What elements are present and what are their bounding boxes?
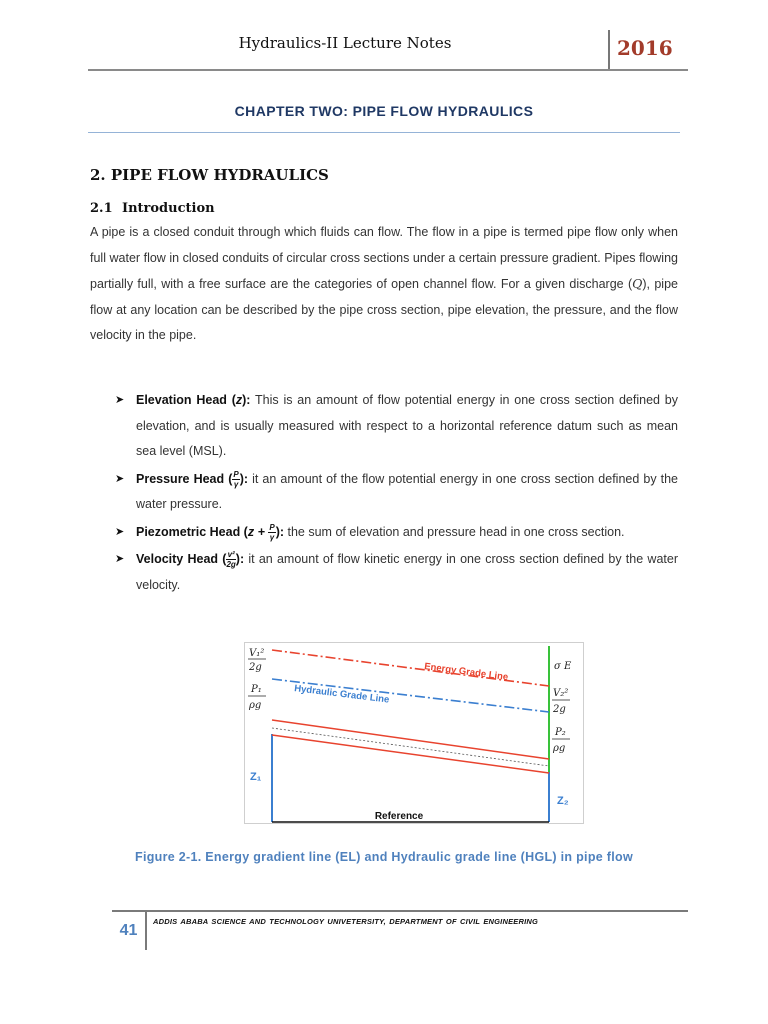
arrow-bullet-icon: ➤ <box>115 525 125 538</box>
section-heading: 2. PIPE FLOW HYDRAULICS <box>90 166 329 184</box>
arrow-bullet-icon: ➤ <box>115 394 125 406</box>
v1-label: V₁² <box>249 648 265 659</box>
list-item <box>115 388 678 465</box>
pipe-flow-figure <box>244 642 584 824</box>
footer-institution: ADDIS ABABA SCIENCE AND TECHNOLOGY UNIVETERSITY, DEPARTMENT OF CIVIL ENGINEERING <box>153 917 539 926</box>
fraction: $\frac{\text{v²}}{2g}$ <box>226 550 236 570</box>
subsection-number: 2.1 <box>90 201 113 216</box>
fraction: $\frac{P}{\gamma}$ <box>269 522 275 542</box>
pipe-top <box>272 720 549 759</box>
header-title: Hydraulics-II Lecture Notes <box>238 34 452 52</box>
footer-rule <box>112 910 688 912</box>
intro-text-2: ), pipe flow at any location can be described by the pipe cross section, pipe elevation, the pressure, and the flow velocity in the pipe. <box>90 277 678 342</box>
chapter-rule <box>88 132 680 133</box>
egl-label: Energy Grade Line <box>423 661 509 684</box>
list-item <box>115 520 678 546</box>
subsection-heading <box>90 201 215 216</box>
bullet-label: Piezometric Head (z + $\frac{P}{\gamma}$ ): <box>136 522 285 542</box>
intro-var-q: Q <box>632 276 643 291</box>
v2-denominator: 2g <box>553 704 566 715</box>
footer-divider <box>145 912 147 950</box>
intro-text-1: A pipe is a closed conduit through which fluids can flow. The flow in a pipe is termed pipe flow only when full water flow in closed conduits of circular cross sections under a certain pressure gradient. Pipes flowing partially full, with a free surface are the categories of open channel flow. For a given discharge ( <box>90 225 678 291</box>
bullet-text: it an amount of flow kinetic energy in one cross section defined by the water velocity. <box>136 552 678 592</box>
head-definitions-list <box>115 388 678 600</box>
p2-label: P₂ <box>555 727 566 738</box>
subsection-title: Introduction <box>122 201 215 216</box>
bullet-label: Velocity Head ( $\frac{\text{v²}}{2g}$ ): <box>136 550 245 570</box>
bullet-label: Elevation Head (z): <box>136 393 251 407</box>
list-item <box>115 547 678 598</box>
header-year: 2016 <box>617 36 673 60</box>
reference-label: Reference <box>374 811 424 822</box>
bullet-text: it an amount of the flow potential energy in one cross section defined by the water pressure. <box>136 471 679 511</box>
figure-caption: Figure 2-1. Energy gradient line (EL) and Hydraulic grade line (HGL) in pipe flow <box>135 850 633 864</box>
figure-frame <box>245 643 584 824</box>
hgl-label: Hydraulic Grade Line <box>293 683 390 706</box>
p1-label: P₁ <box>251 684 262 695</box>
bullet-label: Pressure Head ( $\frac{P}{\gamma}$ ): <box>136 469 249 489</box>
v1-denominator: 2g <box>249 662 262 673</box>
header-divider <box>608 30 610 70</box>
page-number: 41 <box>119 922 138 939</box>
sigma-e-label: σ E <box>554 661 572 672</box>
bullet-text: This is an amount of flow potential energy in one cross section defined by elevation, and is usually measured with respect to a horizontal reference datum such as mean sea level (MSL). <box>136 393 678 458</box>
z2-label: Z₂ <box>557 795 569 807</box>
pipe-centerline <box>272 728 549 766</box>
arrow-bullet-icon: ➤ <box>115 553 125 565</box>
pipe-bottom <box>272 735 549 773</box>
p2-denominator: ρg <box>553 743 566 754</box>
bullet-text: the sum of elevation and pressure head in one cross section. <box>284 524 625 539</box>
arrow-bullet-icon: ➤ <box>115 472 125 485</box>
intro-paragraph <box>90 220 678 349</box>
list-item <box>115 467 678 518</box>
chapter-title: CHAPTER TWO: PIPE FLOW HYDRAULICS <box>234 103 534 119</box>
p1-denominator: ρg <box>249 700 262 711</box>
v2-label: V₂² <box>553 688 569 699</box>
header-rule <box>88 69 688 71</box>
z1-label: Z₁ <box>250 771 262 783</box>
fraction: $\frac{P}{\gamma}$ <box>233 469 239 489</box>
